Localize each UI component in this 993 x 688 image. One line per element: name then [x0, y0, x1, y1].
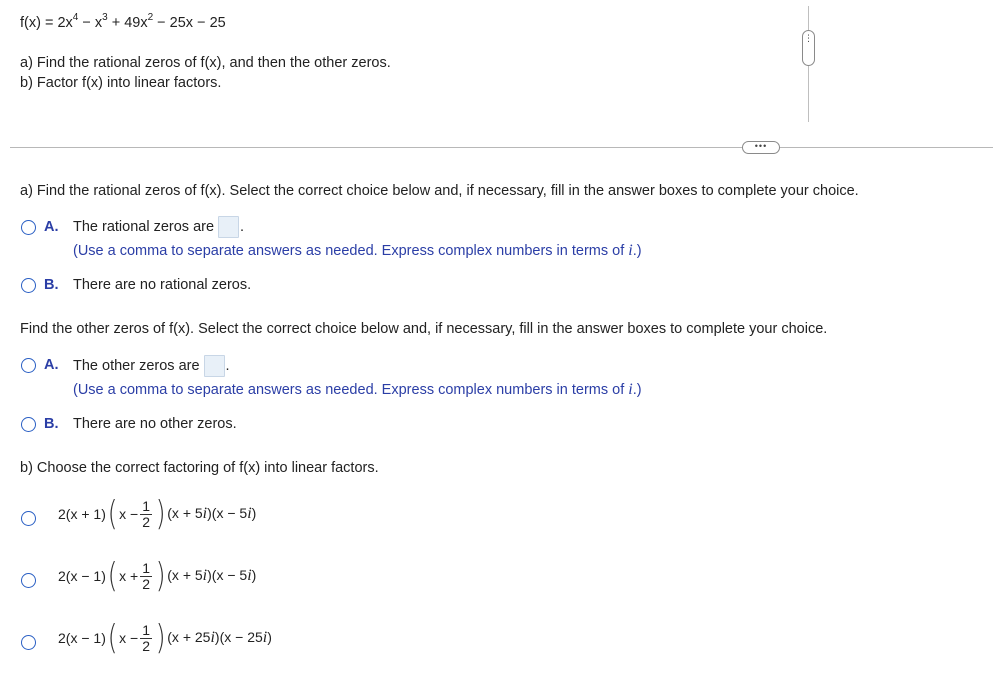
rational-choice-a-radio[interactable]: [21, 220, 36, 235]
other-zeros-answer-box[interactable]: [204, 355, 225, 377]
period: .: [225, 358, 230, 374]
other-choice-a-letter: A.: [44, 357, 59, 373]
left-paren: (: [107, 556, 118, 596]
right-paren: ): [155, 556, 166, 596]
right-paren: ): [155, 494, 166, 534]
factor-inner: x +: [119, 568, 139, 584]
fraction: $\frac{1}{2}$: [142, 559, 150, 592]
section-divider: [10, 147, 993, 148]
period: .: [240, 219, 245, 235]
other-choice-b-letter: B.: [44, 416, 59, 432]
other-choice-a-row: [73, 355, 230, 377]
factor-linear: 2(x + 1): [58, 506, 106, 522]
rational-zeros-prompt: a) Find the rational zeros of f(x). Select the correct choice below and, if necessary, fill in the answer boxes to complete your choice.: [20, 183, 859, 199]
question-part-a: a) Find the rational zeros of f(x), and then the other zeros.: [20, 55, 391, 71]
vertical-splitter-handle[interactable]: ⋮: [802, 30, 815, 66]
rational-zeros-answer-box[interactable]: [218, 216, 239, 238]
complex-factors: (x + 5i)(x − 5i): [167, 567, 257, 584]
left-paren: (: [107, 618, 118, 658]
more-options-button[interactable]: •••: [742, 141, 780, 154]
complex-factors: (x + 25i)(x − 25i): [167, 629, 272, 646]
factoring-option-2-radio[interactable]: [21, 573, 36, 588]
factor-linear: 2(x − 1): [58, 568, 106, 584]
factoring-prompt: b) Choose the correct factoring of f(x) into linear factors.: [20, 460, 379, 476]
fraction: $\frac{1}{2}$: [142, 497, 150, 530]
rational-choice-a-hint: (Use a comma to separate answers as needed. Express complex numbers in terms of i.): [73, 242, 642, 259]
rational-choice-a-row: [73, 216, 244, 238]
rational-choice-a-letter: A.: [44, 219, 59, 235]
function-definition: $f(x) = 2x^4 - x^3 + 49x^2 - 25x - 25$: [20, 12, 226, 31]
question-part-b: b) Factor f(x) into linear factors.: [20, 75, 222, 91]
right-paren: ): [155, 618, 166, 658]
complex-factors: (x + 5i)(x − 5i): [167, 505, 257, 522]
other-choice-a-hint: (Use a comma to separate answers as needed. Express complex numbers in terms of i.): [73, 381, 642, 398]
rational-choice-b-text: There are no rational zeros.: [73, 277, 252, 293]
factor-linear: 2(x − 1): [58, 630, 106, 646]
rational-choice-a-text: The rational zeros are: [73, 219, 215, 235]
rational-choice-b-radio[interactable]: [21, 278, 36, 293]
rational-choice-b-letter: B.: [44, 277, 59, 293]
other-choice-a-text: The other zeros are: [73, 358, 200, 374]
factoring-option-3: [58, 618, 272, 658]
factoring-option-3-radio[interactable]: [21, 635, 36, 650]
left-paren: (: [107, 494, 118, 534]
factoring-option-1-radio[interactable]: [21, 511, 36, 526]
factoring-option-2: [58, 556, 257, 596]
other-choice-a-radio[interactable]: [21, 358, 36, 373]
other-zeros-prompt: Find the other zeros of f(x). Select the correct choice below and, if necessary, fill in the answer boxes to complete your choice.: [20, 321, 828, 337]
other-choice-b-text: There are no other zeros.: [73, 416, 237, 432]
other-choice-b-radio[interactable]: [21, 417, 36, 432]
factor-inner: x −: [119, 630, 139, 646]
factoring-option-1: [58, 494, 257, 534]
fraction: $\frac{1}{2}$: [142, 621, 150, 654]
factor-inner: x −: [119, 506, 139, 522]
